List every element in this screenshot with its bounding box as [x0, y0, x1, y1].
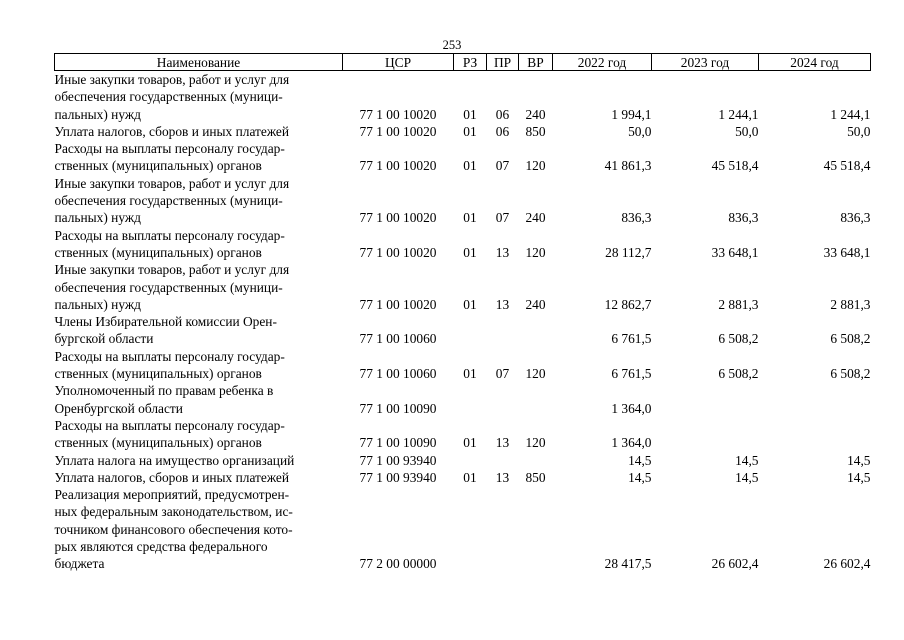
cell-rz [454, 486, 487, 572]
table-row [55, 71, 871, 123]
cell-vr: 120 [525, 244, 546, 260]
name-line: рых являются средства федерального [54, 539, 268, 555]
cell-vr [519, 313, 553, 348]
cell-2022: 1 364,0 [611, 400, 652, 416]
cell-2022: 50,0 [628, 123, 652, 139]
cell-csr: 77 1 00 10020 [359, 123, 437, 139]
cell-vr: 120 [525, 435, 546, 451]
header-2024: 2024 год [759, 54, 871, 71]
cell-2023: 26 602,4 [711, 556, 759, 572]
header-rz: РЗ [454, 54, 487, 71]
header-pr: ПР [487, 54, 519, 71]
cell-csr: 77 1 00 10020 [359, 210, 437, 226]
cell-vr [519, 452, 553, 469]
cell-name [55, 313, 343, 348]
header-vr: ВР [519, 54, 553, 71]
name-line: Иные закупки товаров, работ и услуг для [54, 262, 290, 278]
cell-rz: 01 [463, 244, 477, 260]
cell-pr [487, 452, 519, 469]
cell-csr: 77 1 00 10020 [359, 158, 437, 174]
cell-2022: 41 861,3 [604, 158, 652, 174]
cell-pr: 13 [495, 469, 510, 485]
cell-vr: 240 [525, 296, 546, 312]
cell-2022: 28 417,5 [604, 556, 652, 572]
cell-2024: 1 244,1 [830, 106, 871, 122]
name-line: обеспечения государственных (муници- [54, 89, 283, 105]
cell-name [55, 140, 343, 175]
cell-csr: 77 2 00 00000 [359, 556, 437, 572]
cell-rz [454, 313, 487, 348]
table-row [55, 452, 871, 469]
table-row [55, 261, 871, 313]
table-header-row [55, 54, 871, 71]
name-line: ственных (муниципальных) органов [54, 366, 262, 382]
cell-rz: 01 [463, 106, 477, 122]
cell-vr [519, 486, 553, 572]
name-line: Уполномоченный по правам ребенка в [54, 383, 274, 399]
cell-2023: 14,5 [735, 469, 759, 485]
cell-pr: 13 [495, 296, 510, 312]
name-line: бургской области [54, 331, 154, 347]
name-line: точником финансового обеспечения кото- [54, 521, 293, 537]
cell-2024: 33 648,1 [823, 244, 871, 260]
name-line: ных федеральным законодательством, ис- [54, 504, 293, 520]
cell-2024 [759, 417, 871, 452]
cell-csr: 77 1 00 10060 [359, 331, 437, 347]
cell-rz: 01 [463, 296, 477, 312]
cell-2024: 50,0 [847, 123, 871, 139]
name-line: ственных (муниципальных) органов [54, 244, 262, 260]
table-row [55, 382, 871, 417]
cell-2023: 14,5 [735, 452, 759, 468]
cell-2023: 6 508,2 [718, 366, 759, 382]
cell-name [55, 71, 343, 123]
cell-name [55, 469, 343, 486]
cell-2024: 836,3 [840, 210, 871, 226]
cell-2024: 14,5 [847, 452, 871, 468]
cell-rz: 01 [463, 123, 477, 139]
cell-2024: 6 508,2 [830, 366, 871, 382]
cell-2022: 6 761,5 [611, 331, 652, 347]
page-number: 253 [442, 38, 462, 52]
name-line: Расходы на выплаты персоналу государ- [54, 348, 285, 364]
cell-2024: 26 602,4 [823, 556, 871, 572]
cell-2022: 14,5 [628, 452, 652, 468]
name-line: Уплата налога на имущество организаций [54, 452, 295, 468]
name-line: бюджета [54, 556, 105, 572]
cell-rz: 01 [463, 435, 477, 451]
cell-vr: 240 [525, 210, 546, 226]
cell-name [55, 261, 343, 313]
cell-name [55, 382, 343, 417]
name-line: Члены Избирательной комиссии Орен- [54, 314, 277, 330]
cell-csr: 77 1 00 10090 [359, 435, 437, 451]
table-body [55, 71, 871, 573]
name-line: пальных) нужд [54, 210, 141, 226]
cell-rz [454, 382, 487, 417]
name-line: пальных) нужд [54, 296, 141, 312]
cell-2022: 836,3 [621, 210, 652, 226]
cell-2022: 28 112,7 [605, 244, 652, 260]
cell-pr: 07 [495, 210, 510, 226]
cell-vr: 120 [525, 158, 546, 174]
cell-2023: 6 508,2 [718, 331, 759, 347]
table-row [55, 313, 871, 348]
cell-vr: 850 [525, 469, 546, 485]
name-line: Уплата налогов, сборов и иных платежей [54, 123, 290, 139]
cell-csr: 77 1 00 10020 [359, 296, 437, 312]
cell-2023: 50,0 [735, 123, 759, 139]
cell-name [55, 452, 343, 469]
header-2022: 2022 год [553, 54, 652, 71]
cell-rz: 01 [463, 469, 477, 485]
table-row [55, 123, 871, 140]
cell-2023: 45 518,4 [711, 158, 759, 174]
table-row [55, 417, 871, 452]
header-name: Наименование [55, 54, 343, 71]
cell-2024: 6 508,2 [830, 331, 871, 347]
cell-2022: 12 862,7 [604, 296, 652, 312]
cell-rz: 01 [463, 210, 477, 226]
table-row [55, 348, 871, 383]
cell-csr: 77 1 00 10060 [359, 366, 437, 382]
cell-name [55, 417, 343, 452]
table-row [55, 175, 871, 227]
cell-2022: 6 761,5 [611, 366, 652, 382]
cell-pr [487, 382, 519, 417]
name-line: Иные закупки товаров, работ и услуг для [54, 175, 290, 191]
cell-rz: 01 [463, 366, 477, 382]
cell-csr: 77 1 00 93940 [359, 452, 437, 468]
header-csr: ЦСР [343, 54, 454, 71]
cell-2023 [652, 382, 759, 417]
cell-pr: 13 [495, 435, 510, 451]
table-row [55, 140, 871, 175]
cell-pr: 13 [495, 244, 510, 260]
cell-2023: 1 244,1 [718, 106, 759, 122]
name-line: ственных (муниципальных) органов [54, 158, 262, 174]
name-line: Расходы на выплаты персоналу государ- [54, 141, 285, 157]
cell-csr: 77 1 00 10020 [359, 244, 437, 260]
cell-2022: 1 364,0 [611, 435, 652, 451]
cell-rz [454, 452, 487, 469]
cell-2024: 14,5 [847, 469, 871, 485]
cell-2022: 14,5 [628, 469, 652, 485]
cell-2023: 33 648,1 [711, 244, 759, 260]
cell-csr: 77 1 00 10090 [359, 400, 437, 416]
cell-vr [519, 382, 553, 417]
budget-table [54, 53, 871, 573]
cell-name [55, 227, 343, 262]
name-line: обеспечения государственных (муници- [54, 193, 283, 209]
cell-pr [487, 486, 519, 572]
cell-name [55, 486, 343, 572]
cell-2024 [759, 382, 871, 417]
cell-pr: 07 [495, 158, 510, 174]
table-row [55, 486, 871, 572]
cell-2024: 45 518,4 [823, 158, 871, 174]
cell-2024: 2 881,3 [830, 296, 871, 312]
cell-pr: 06 [495, 123, 510, 139]
cell-csr: 77 1 00 93940 [359, 469, 437, 485]
cell-vr: 120 [525, 366, 546, 382]
cell-pr [487, 313, 519, 348]
name-line: Расходы на выплаты персоналу государ- [54, 417, 285, 433]
name-line: ственных (муниципальных) органов [54, 435, 262, 451]
name-line: Реализация мероприятий, предусмотрен- [54, 487, 290, 503]
cell-name [55, 123, 343, 140]
name-line: Уплата налогов, сборов и иных платежей [54, 469, 290, 485]
table-row [55, 469, 871, 486]
cell-2022: 1 994,1 [611, 106, 652, 122]
header-2023: 2023 год [652, 54, 759, 71]
name-line: Расходы на выплаты персоналу государ- [54, 227, 285, 243]
table-row [55, 227, 871, 262]
cell-2023 [652, 417, 759, 452]
name-line: обеспечения государственных (муници- [54, 279, 283, 295]
cell-csr: 77 1 00 10020 [359, 106, 437, 122]
cell-2023: 2 881,3 [718, 296, 759, 312]
cell-rz: 01 [463, 158, 477, 174]
cell-vr: 240 [525, 106, 546, 122]
cell-2023: 836,3 [728, 210, 759, 226]
cell-name [55, 175, 343, 227]
cell-vr: 850 [525, 123, 546, 139]
name-line: Иные закупки товаров, работ и услуг для [54, 72, 290, 87]
cell-name [55, 348, 343, 383]
cell-pr: 06 [495, 106, 510, 122]
name-line: пальных) нужд [54, 106, 141, 122]
name-line: Оренбургской области [54, 400, 183, 416]
cell-pr: 07 [495, 366, 510, 382]
